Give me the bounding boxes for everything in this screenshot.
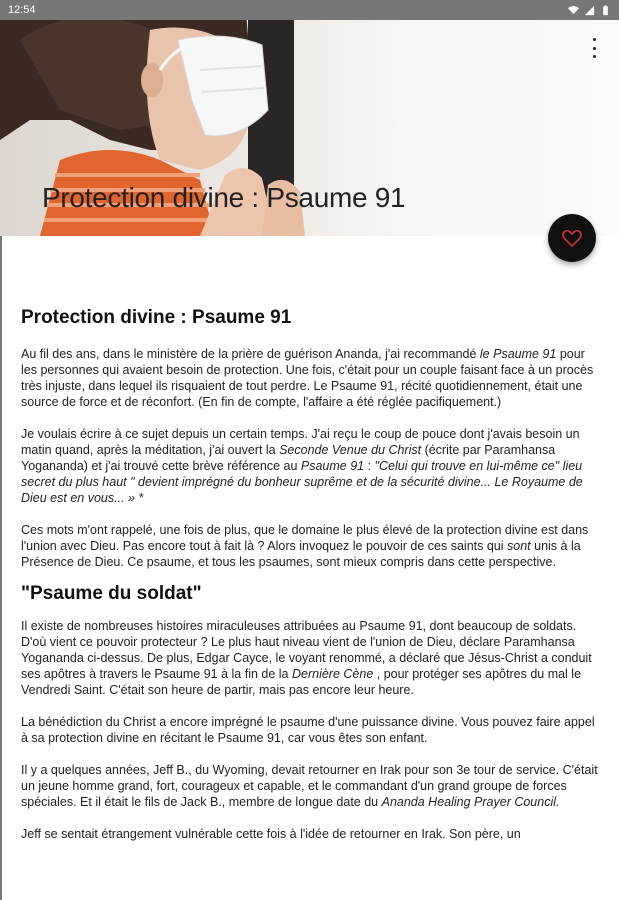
italic-text: Dernière Cène bbox=[291, 667, 374, 681]
paragraph-1 bbox=[21, 346, 601, 410]
signal-icon bbox=[584, 5, 595, 16]
more-vert-icon[interactable] bbox=[587, 38, 601, 58]
wifi-icon bbox=[568, 5, 579, 16]
hero-header bbox=[0, 0, 619, 236]
text: Il y a quelques années, Jeff B., du Wyoming, devait retourner en Irak pour son 3e tour de service. C'était un jeune homme grand, fort, courageux et capable, et le commandant d'un grand groupe de forces spéciales. Et il était le fils de Jack B., membre de longue date du bbox=[21, 763, 598, 809]
text: Je voulais écrire à ce sujet depuis un certain temps. J'ai reçu le coup de pouce dont j'avais besoin un matin quand, après la méditation, j'ai ouvert la bbox=[21, 427, 580, 457]
italic-text: Psaume 91 bbox=[300, 459, 365, 473]
article-body bbox=[21, 300, 601, 858]
battery-icon bbox=[600, 5, 611, 16]
italic-text: le Psaume 91 bbox=[479, 347, 557, 361]
header-title: Protection divine : Psaume 91 bbox=[42, 182, 406, 213]
section-heading: "Psaume du soldat" bbox=[21, 583, 202, 604]
text: Au fil des ans, dans le ministère de la prière de guérison Ananda, j'ai recommandé bbox=[21, 347, 480, 361]
article-title: Protection divine : Psaume 91 bbox=[21, 307, 292, 328]
status-bar bbox=[0, 0, 619, 20]
status-icons bbox=[568, 5, 611, 16]
paragraph-7: Jeff se sentait étrangement vulnérable cette fois à l'idée de retourner en Irak. Son père, un bbox=[21, 827, 521, 841]
italic-text: Ananda Healing Prayer Council. bbox=[381, 795, 560, 809]
text: unis à la Présence de Dieu. Ce psaume, et tous les psaumes, sont mieux compris dans cette perspective. bbox=[21, 539, 581, 569]
text: : bbox=[364, 459, 375, 473]
left-edge-divider bbox=[0, 236, 2, 900]
paragraph-3 bbox=[21, 522, 601, 570]
status-time: 12:54 bbox=[8, 4, 36, 16]
paragraph-2 bbox=[21, 426, 601, 506]
text: Il existe de nombreuses histoires miraculeuses attribuées au Psaume 91, dont beaucoup de soldats. D'où vient ce pouvoir protecteur ? Le plus haut niveau vient de l'union de Dieu, déclare Paramhansa Yogananda ci-dessus. De plus, Edgar Cayce, le voyant renommé, a déclaré que Jésus-Christ a conduit ses apôtres à travers le Psaume 91 à la fin de la bbox=[21, 619, 592, 681]
text: , pour protéger ses apôtres du mal le Vendredi Saint. C'était son heure de partir, mais pas encore leur heure. bbox=[21, 667, 582, 697]
paragraph-4 bbox=[21, 618, 601, 698]
text: Ces mots m'ont rappelé, une fois de plus, que le domaine le plus élevé de la protection divine est dans l'union avec Dieu. Pas encore tout à fait là ? Alors invoquez le pouvoir de ces saints qui bbox=[21, 523, 589, 553]
paragraph-6 bbox=[21, 762, 601, 810]
italic-quote: "Celui qui trouve en lui-même ce" lieu secret du plus haut " devient imprégné du bonheur suprême et de la sécurité divine... Le Royaume de Dieu est en vous... » * bbox=[21, 459, 583, 505]
heart-outline-icon bbox=[560, 226, 584, 250]
text: pour les personnes qui avaient besoin de protection. Une fois, c'était pour un couple faisant face à un procès très injuste, dans lequel ils risquaient de tout perdre. Le Psaume 91, récité quotidiennement, était une source de force et de réconfort. (En fin de compte, l'affaire a été réglée pacifiquement.) bbox=[21, 347, 594, 409]
paragraph-5: La bénédiction du Christ a encore imprégné le psaume d'une puissance divine. Vous pouvez faire appel à sa protection divine en récitant le Psaume 91, car vous êtes son enfant. bbox=[21, 715, 595, 745]
italic-text: sont bbox=[507, 539, 531, 553]
italic-text: Seconde Venue du Christ bbox=[279, 443, 422, 457]
favorite-button[interactable] bbox=[548, 214, 596, 262]
text: (écrite par Paramhansa Yogananda) et j'ai trouvé cette brève référence au bbox=[21, 443, 556, 473]
